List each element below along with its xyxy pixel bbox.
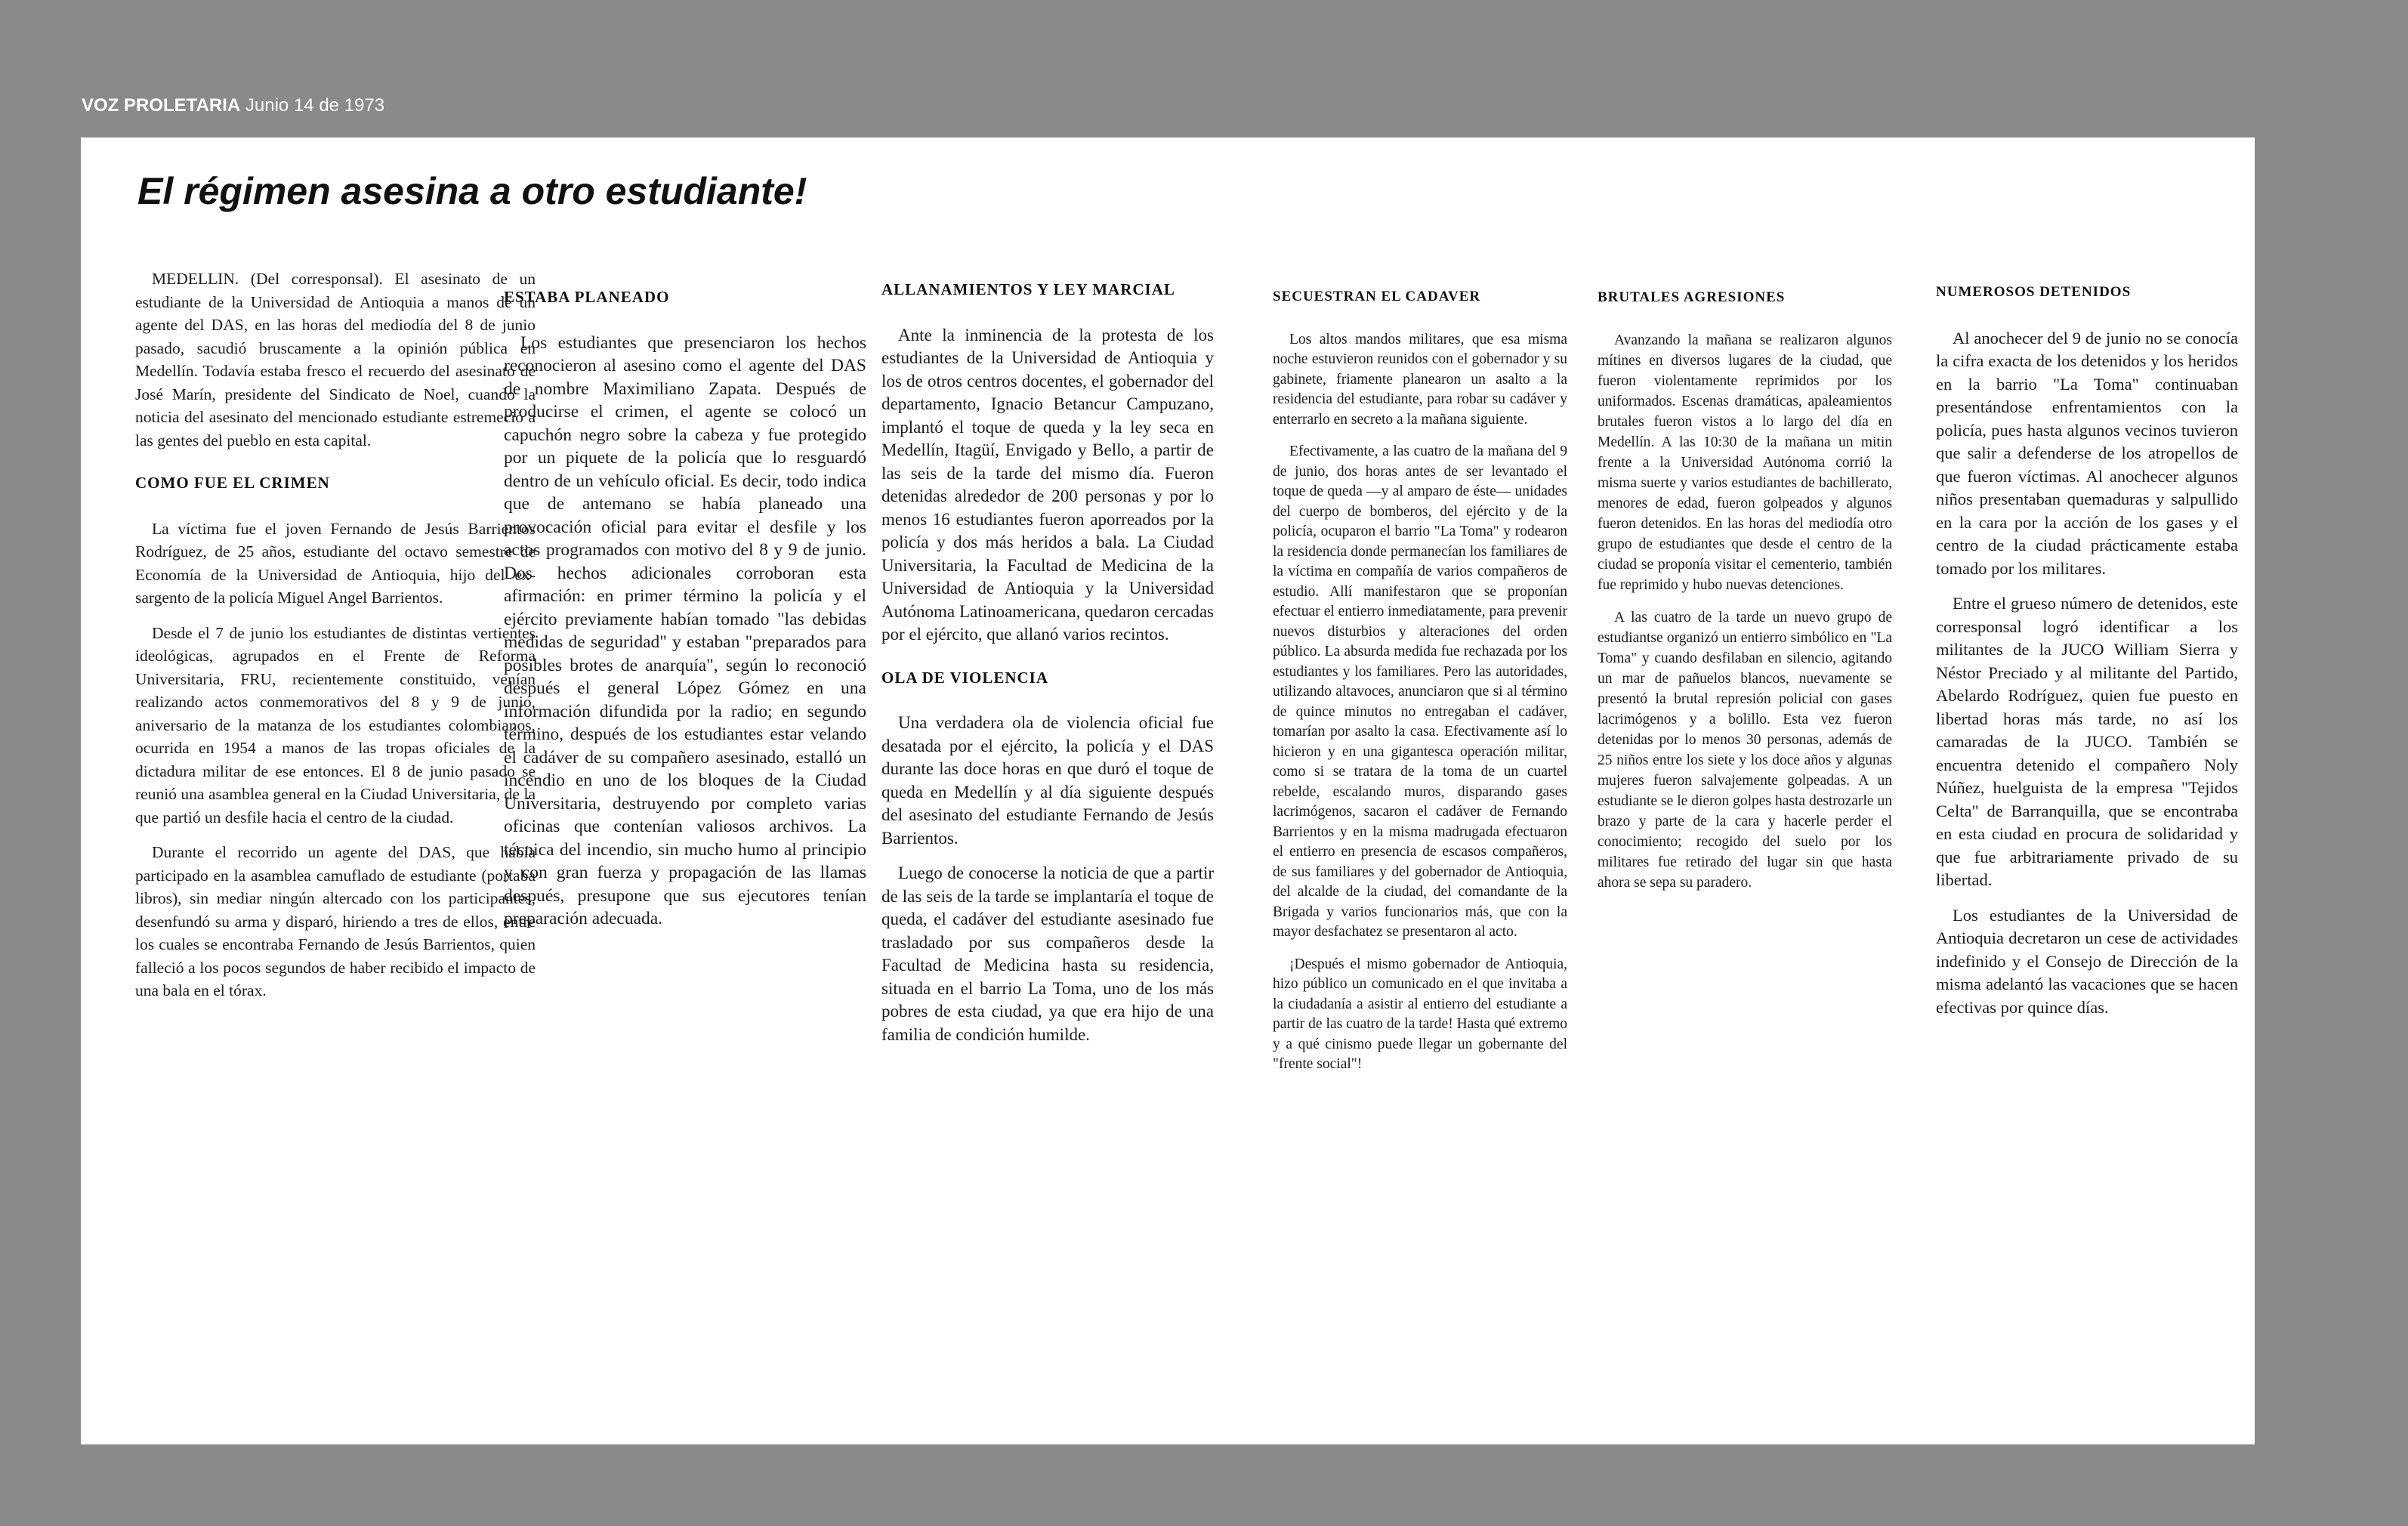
- paragraph: MEDELLIN. (Del corresponsal). El asesinato de un estudiante de la Universidad de Antioquia a manos de un agente del DAS, en las horas del mediodía del 8 de junio pasado, sacudió bruscamente a la opinión pública en Medellín. Todavía estaba fresco el recuerdo del asesinato de José Marín, presidente del Sindicato de Noel, cuando la noticia del asesinato del mencionado estudiante estremeció a las gentes del pueblo en esta capital.: [135, 270, 536, 449]
- subheading: ESTABA PLANEADO: [504, 288, 670, 306]
- paragraph: Una verdadera ola de violencia oficial fue desatada por el ejército, la policía y el DAS durante las doce horas en que duró el toque de queda en Medellín y al día siguiente después del asesinato del estudiante Fernando de Jesús Barrientos.: [881, 713, 1214, 848]
- article-column-1: [135, 267, 536, 1015]
- article-column-3: [881, 272, 1214, 1058]
- page-header: [82, 95, 384, 116]
- paragraph: Al anochecer del 9 de junio no se conocía la cifra exacta de los detenidos y los heridos en la barrio "La Toma" continuaban presentándose enfrentamientos con la policía, pues hasta algunos vecinos tuvieron que salir a defenderse de los atropellos de que fueron víctimas. Al anochecer algunos niños presentaban quemaduras y salpullido en la cara por la acción de los gases y el centro de la ciudad prácticamente estaba tomado por los militares.: [1936, 328, 2238, 578]
- paragraph: Los estudiantes que presenciaron los hechos reconocieron al asesino como el agente del DAS de nombre Maximiliano Zapata. Después de producirse el crimen, el agente se colocó un capuchón negro sobre la cabeza y fue protegido por un piquete de la policía que lo resguardó dentro de un vehículo oficial. Es decir, todo indica que de antemano se había planeado una provocación oficial para evitar el desfile y los actos programados con motivo del 8 y 9 de junio. Dos hechos adicionales corroboran esta afirmación: en primer término la policía y el ejército previamente habían tomado "las debidas medidas de seguridad" y estaban "preparados para posibles brotes de anarquía", según lo reconoció después el general López Gómez en una información difundida por la radio; en segundo término, después de los estudiantes estar velando el cadáver de su compañero asesinado, estalló un incendio en uno de los bloques de la Ciudad Universitaria, destruyendo por completo varias oficinas que contenían valiosos archivos. La técnica del incendio, sin mucho humo al principio y con gran fuerza y propagación de las llamas después, presupone que sus ejecutores tenían preparación adecuada.: [504, 332, 866, 928]
- paragraph: Ante la inminencia de la protesta de los estudiantes de la Universidad de Antioquia y los de otros centros docentes, el gobernador del departamento, Ignacio Betancur Campuzano, implantó el toque de queda y la ley seca en Medellín, Itagüí, Envigado y Bello, a partir de las seis de la tarde del mismo día. Fueron detenidas alrededor de 200 personas y por lo menos 16 estudiantes fueron aporreados por la policía y dos más heridos a bala. La Ciudad Universitaria, la Facultad de Medicina de la Universidad de Antioquia y la Universidad Autónoma Latinoamericana, quedaron cercadas por el ejército, que allanó varios recintos.: [881, 325, 1214, 644]
- article-column-6: [1936, 275, 2238, 1031]
- article-column-4: [1273, 281, 1567, 1087]
- paragraph: ¡Después el mismo gobernador de Antioquia, hizo público un comunicado en el que invitaba a la ciudadanía a asistir al entierro del estudiante a partir de las cuatro de la tarde! Hasta qué extremo y a qué cinismo puede llegar un gobernante del "frente social"!: [1273, 956, 1567, 1072]
- subheading: ALLANAMIENTOS Y LEY MARCIAL: [881, 280, 1175, 298]
- paragraph: A las cuatro de la tarde un nuevo grupo de estudiantse organizó un entierro simbólico en "La Toma" y cuando desfilaban en silencio, agitando un mar de pañuelos blancos, nuevamente se presentó la brutal represión policial con gases lacrimógenos y a bolillo. Esta vez fueron detenidas por lo menos 30 personas, además de 25 niños entre los siete y los doce años y algunas mujeres fueron salvajemente golpeadas. A un estudiante se le dieron golpes hasta destrozarle un brazo y parte de la cara y hacerle perder el conocimiento; recogido del suelo por los militares fue retirado del lugar sin que hasta ahora se sepa su paradero.: [1598, 610, 1892, 891]
- paragraph: Luego de conocerse la noticia de que a partir de las seis de la tarde se implantaría el toque de queda, el cadáver del estudiante asesinado fue trasladado por sus compañeros desde la Facultad de Medicina hasta su residencia, situada en el barrio La Toma, uno de los más pobres de esta ciudad, ya que era hijo de una familia de condición humilde.: [881, 863, 1214, 1044]
- publication-date: Junio 14 de 1973: [245, 95, 385, 116]
- subheading: NUMEROSOS DETENIDOS: [1936, 284, 2132, 300]
- publication-name: VOZ PROLETARIA: [82, 95, 241, 116]
- subheading: SECUESTRAN EL CADAVER: [1273, 289, 1481, 304]
- paragraph: Desde el 7 de junio los estudiantes de distintas vertientes ideológicas, agrupados en el Frente de Reforma Universitaria, FRU, recientemente constituido, venían realizando actos conmemorativos del 8 y 9 de junio, aniversario de la matanza de los estudiantes colombianos, ocurrida en 1954 a manos de las tropas oficiales de la dictadura militar de ese entonces. El 8 de junio pasado se reunió una asamblea general en la Ciudad Universitaria, de la que partió un desfile hacia el centro de la ciudad.: [135, 623, 536, 826]
- paragraph: Los estudiantes de la Universidad de Antioquia decretaron un cese de actividades indefinido y el Consejo de Dirección de la misma adelantó las vacaciones que se hacen efectivas por quince días.: [1936, 905, 2238, 1017]
- subheading: BRUTALES AGRESIONES: [1598, 289, 1786, 305]
- paragraph: Efectivamente, a las cuatro de la mañana del 9 de junio, dos horas antes de ser levantado el toque de queda —y al amparo de éste— unidades del cuerpo de bomberos, del ejército y de la policía, ocuparon el barrio "La Toma" y rodearon la residencia donde permanecían los familiares de la víctima en compañía de varios compañeros de estudio. Allí manifestaron que se proponían efectuar el entierro inmediatamente, para prevenir nuevos disturbios y alteraciones del orden público. La absurda medida fue rechazada por los estudiantes y los familiares. Pero las autoridades, utilizando altavoces, anunciaron que si al término de quince minutos no entregaban el cadáver, tomarían por asalto la casa. Efectivamente así lo hicieron y en una gigantesca operación militar, como si se tratara de la toma de un cuartel rebelde, escalando muros, disparando gases lacrimógenos, sacaron el cadáver de Fernando Barrientos y en la misma madrugada efectuaron el entierro en presencia de escasos compañeros, de sus familiares y del gobernador de Antioquia, del alcalde de la ciudad, del comandante de la Brigada y varios funcionarios más, que con la mayor desfachatez se presentaron al acto.: [1273, 443, 1567, 940]
- paragraph: La víctima fue el joven Fernando de Jesús Barrientos Rodríguez, de 25 años, estudiante del octavo semestre de Economía de la Universidad de Antioquia, hijo del ex-sargento de la policía Miguel Angel Barrientos.: [135, 519, 536, 607]
- article-column-2: [504, 280, 866, 943]
- paragraph: Entre el grueso número de detenidos, este corresponsal logró identificar a los militantes de la JUCO William Sierra y Néstor Preciado y al militante del Partido, Abelardo Rodríguez, quien fue puesto en libertad horas más tarde, no así los camaradas de la JUCO. También se encuentra detenido el compañero Noly Núñez, huelguista de la empresa "Tejidos Celta" de Barranquilla, que se encontraba en esta ciudad en procura de solidaridad y que fue arbitrariamente privado de su libertad.: [1936, 594, 2238, 889]
- article-headline: El régimen asesina a otro estudiante!: [137, 170, 807, 212]
- paragraph: Los altos mandos militares, que esa misma noche estuvieron reunidos con el gobernador y su gabinete, friamente planearon un asalto a la residencia del estudiante, para robar su cadáver y enterrarlo en secreto a la mañana siguiente.: [1273, 331, 1567, 428]
- subheading: OLA DE VIOLENCIA: [881, 668, 1048, 687]
- paragraph: Durante el recorrido un agente del DAS, que había participado en la asamblea camuflado de estudiante (portaba libros), sin mediar ningún altercado con los participantes, desenfundó su arma y disparó, hiriendo a tres de ellos, entre los cuales se encontraba Fernando de Jesús Barrientos, quien falleció a los pocos segundos de haber recibido el impacto de una bala en el tórax.: [135, 843, 536, 999]
- subheading: COMO FUE EL CRIMEN: [135, 474, 330, 492]
- paragraph: Avanzando la mañana se realizaron algunos mítines en diversos lugares de la ciudad, que fueron violentamente reprimidos por los uniformados. Escenas dramáticas, apaleamientos brutales fueron vistos a lo largo del día en Medellín. A las 10:30 de la mañana un mitin frente a la Universidad Autónoma corrió la misma suerte y varios estudiantes de bachillerato, menores de edad, fueron golpeados y algunos fueron detenidos. En las horas del mediodía otro grupo de estudiantes que desde el centro de la ciudad se proponía visitar el cementerio, también fue reprimido y hubo nuevas detenciones.: [1598, 332, 1892, 593]
- article-column-5: [1598, 281, 1892, 905]
- newspaper-sheet: [81, 137, 2255, 1444]
